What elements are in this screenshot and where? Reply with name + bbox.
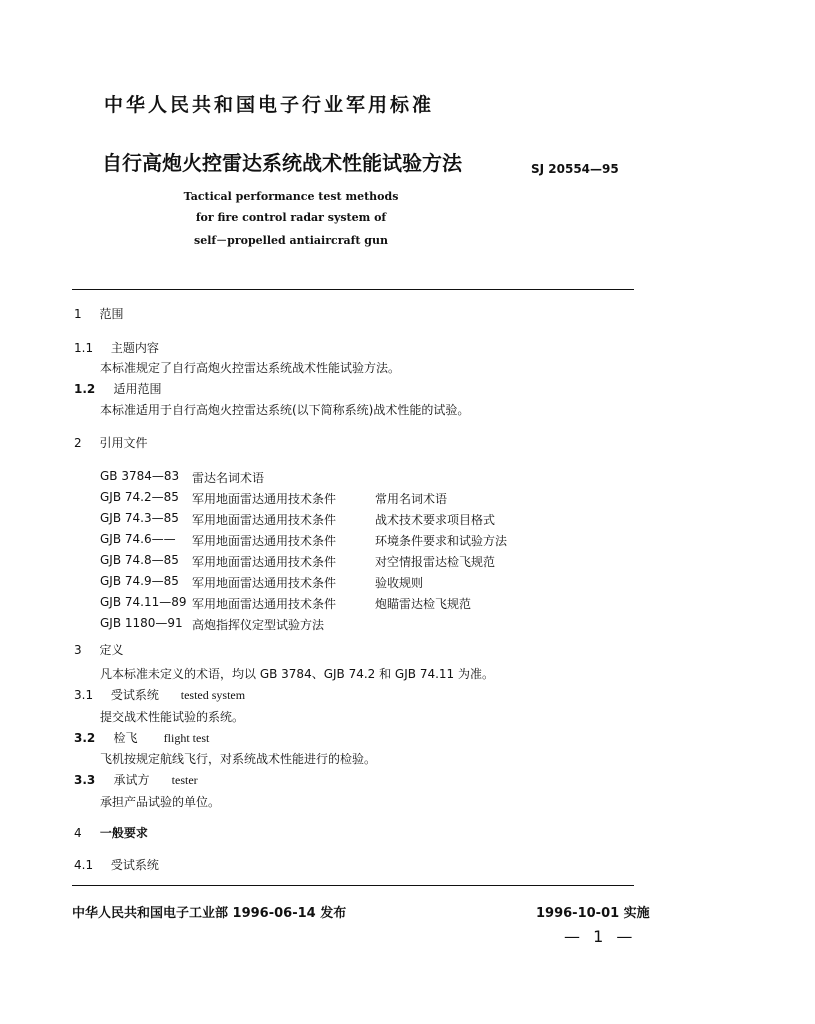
term-en: tested system xyxy=(180,688,246,702)
title-en-line-1: Tactical performance test methods xyxy=(183,190,399,203)
reference-code: GJB 74.11—89 xyxy=(100,595,187,609)
term-en: tester xyxy=(171,773,198,787)
section-title: 适用范围 xyxy=(113,382,162,396)
section-4-1 xyxy=(74,857,159,873)
reference-name: 军用地面雷达通用技术条件 xyxy=(192,576,337,590)
reference-code: GJB 1180—91 xyxy=(100,616,183,630)
reference-code: GB 3784—83 xyxy=(100,469,180,483)
section-3-body: 凡本标准未定义的术语，均以 GB 3784、GJB 74.2 和 GJB 74.11 为准。 xyxy=(100,667,494,681)
issue-date: 中华人民共和国电子工业部 1996-06-14 发布 xyxy=(72,906,347,921)
section-number: 1 xyxy=(74,307,82,321)
reference-subtitle: 常用名词术语 xyxy=(375,492,448,506)
section-3 xyxy=(74,642,123,658)
title-en-line-3: self－propelled antiaircraft gun xyxy=(194,234,388,247)
effective-date: 1996-10-01 实施 xyxy=(536,906,650,921)
term-cn: 受试系统 xyxy=(110,688,159,702)
section-title: 引用文件 xyxy=(99,436,148,450)
document-title-cn: 自行高炮火控雷达系统战术性能试验方法 xyxy=(102,151,462,175)
reference-name: 军用地面雷达通用技术条件 xyxy=(192,555,337,569)
section-number: 2 xyxy=(74,436,82,450)
page-number: — 1 — xyxy=(564,927,637,946)
term-en: flight test xyxy=(163,731,210,745)
header-divider xyxy=(72,289,634,290)
reference-subtitle: 炮瞄雷达检飞规范 xyxy=(375,597,472,611)
section-number: 3.1 xyxy=(74,688,94,702)
section-4 xyxy=(74,825,148,841)
section-number: 3 xyxy=(74,643,82,657)
reference-name: 军用地面雷达通用技术条件 xyxy=(192,492,337,506)
section-3-1 xyxy=(74,687,245,703)
footer-divider xyxy=(72,885,634,886)
section-1-2 xyxy=(74,381,161,397)
section-title: 定义 xyxy=(99,643,124,657)
section-title: 主题内容 xyxy=(110,341,159,355)
reference-code: GJB 74.9—85 xyxy=(100,574,179,588)
section-3-2-body: 飞机按规定航线飞行，对系统战术性能进行的检验。 xyxy=(100,752,377,766)
section-3-1-body: 提交战术性能试验的系统。 xyxy=(100,710,245,724)
reference-name: 军用地面雷达通用技术条件 xyxy=(192,513,337,527)
section-3-3 xyxy=(74,772,198,788)
reference-subtitle: 环境条件要求和试验方法 xyxy=(375,534,508,548)
reference-subtitle: 对空情报雷达检飞规范 xyxy=(375,555,496,569)
standard-heading: 中华人民共和国电子行业军用标准 xyxy=(104,94,435,116)
section-number: 3.3 xyxy=(74,773,96,787)
reference-name: 高炮指挥仪定型试验方法 xyxy=(192,618,325,632)
section-3-3-body: 承担产品试验的单位。 xyxy=(100,795,221,809)
section-number: 1.2 xyxy=(74,382,96,396)
section-1 xyxy=(74,306,123,322)
section-1-1 xyxy=(74,340,159,356)
reference-subtitle: 战术技术要求项目格式 xyxy=(375,513,496,527)
section-1-2-body: 本标准适用于自行高炮火控雷达系统(以下简称系统)战术性能的试验。 xyxy=(100,403,470,417)
section-number: 4 xyxy=(74,826,82,840)
section-title: 受试系统 xyxy=(110,858,159,872)
section-number: 1.1 xyxy=(74,341,94,355)
reference-subtitle: 验收规则 xyxy=(375,576,424,590)
reference-name: 军用地面雷达通用技术条件 xyxy=(192,597,337,611)
reference-code: GJB 74.6—— xyxy=(100,532,176,546)
reference-name: 军用地面雷达通用技术条件 xyxy=(192,534,337,548)
section-number: 4.1 xyxy=(74,858,94,872)
section-1-1-body: 本标准规定了自行高炮火控雷达系统战术性能试验方法。 xyxy=(100,361,401,375)
section-title: 一般要求 xyxy=(99,826,148,840)
section-title: 范围 xyxy=(99,307,124,321)
reference-code: GJB 74.2—85 xyxy=(100,490,179,504)
section-3-2 xyxy=(74,730,209,746)
term-cn: 检飞 xyxy=(113,731,138,745)
section-number: 3.2 xyxy=(74,731,96,745)
title-en-line-2: for fire control radar system of xyxy=(195,211,387,224)
section-2 xyxy=(74,435,147,451)
standard-code: SJ 20554—95 xyxy=(531,162,619,176)
reference-name: 雷达名词术语 xyxy=(192,471,265,485)
reference-code: GJB 74.8—85 xyxy=(100,553,179,567)
term-cn: 承试方 xyxy=(113,773,150,787)
reference-code: GJB 74.3—85 xyxy=(100,511,179,525)
